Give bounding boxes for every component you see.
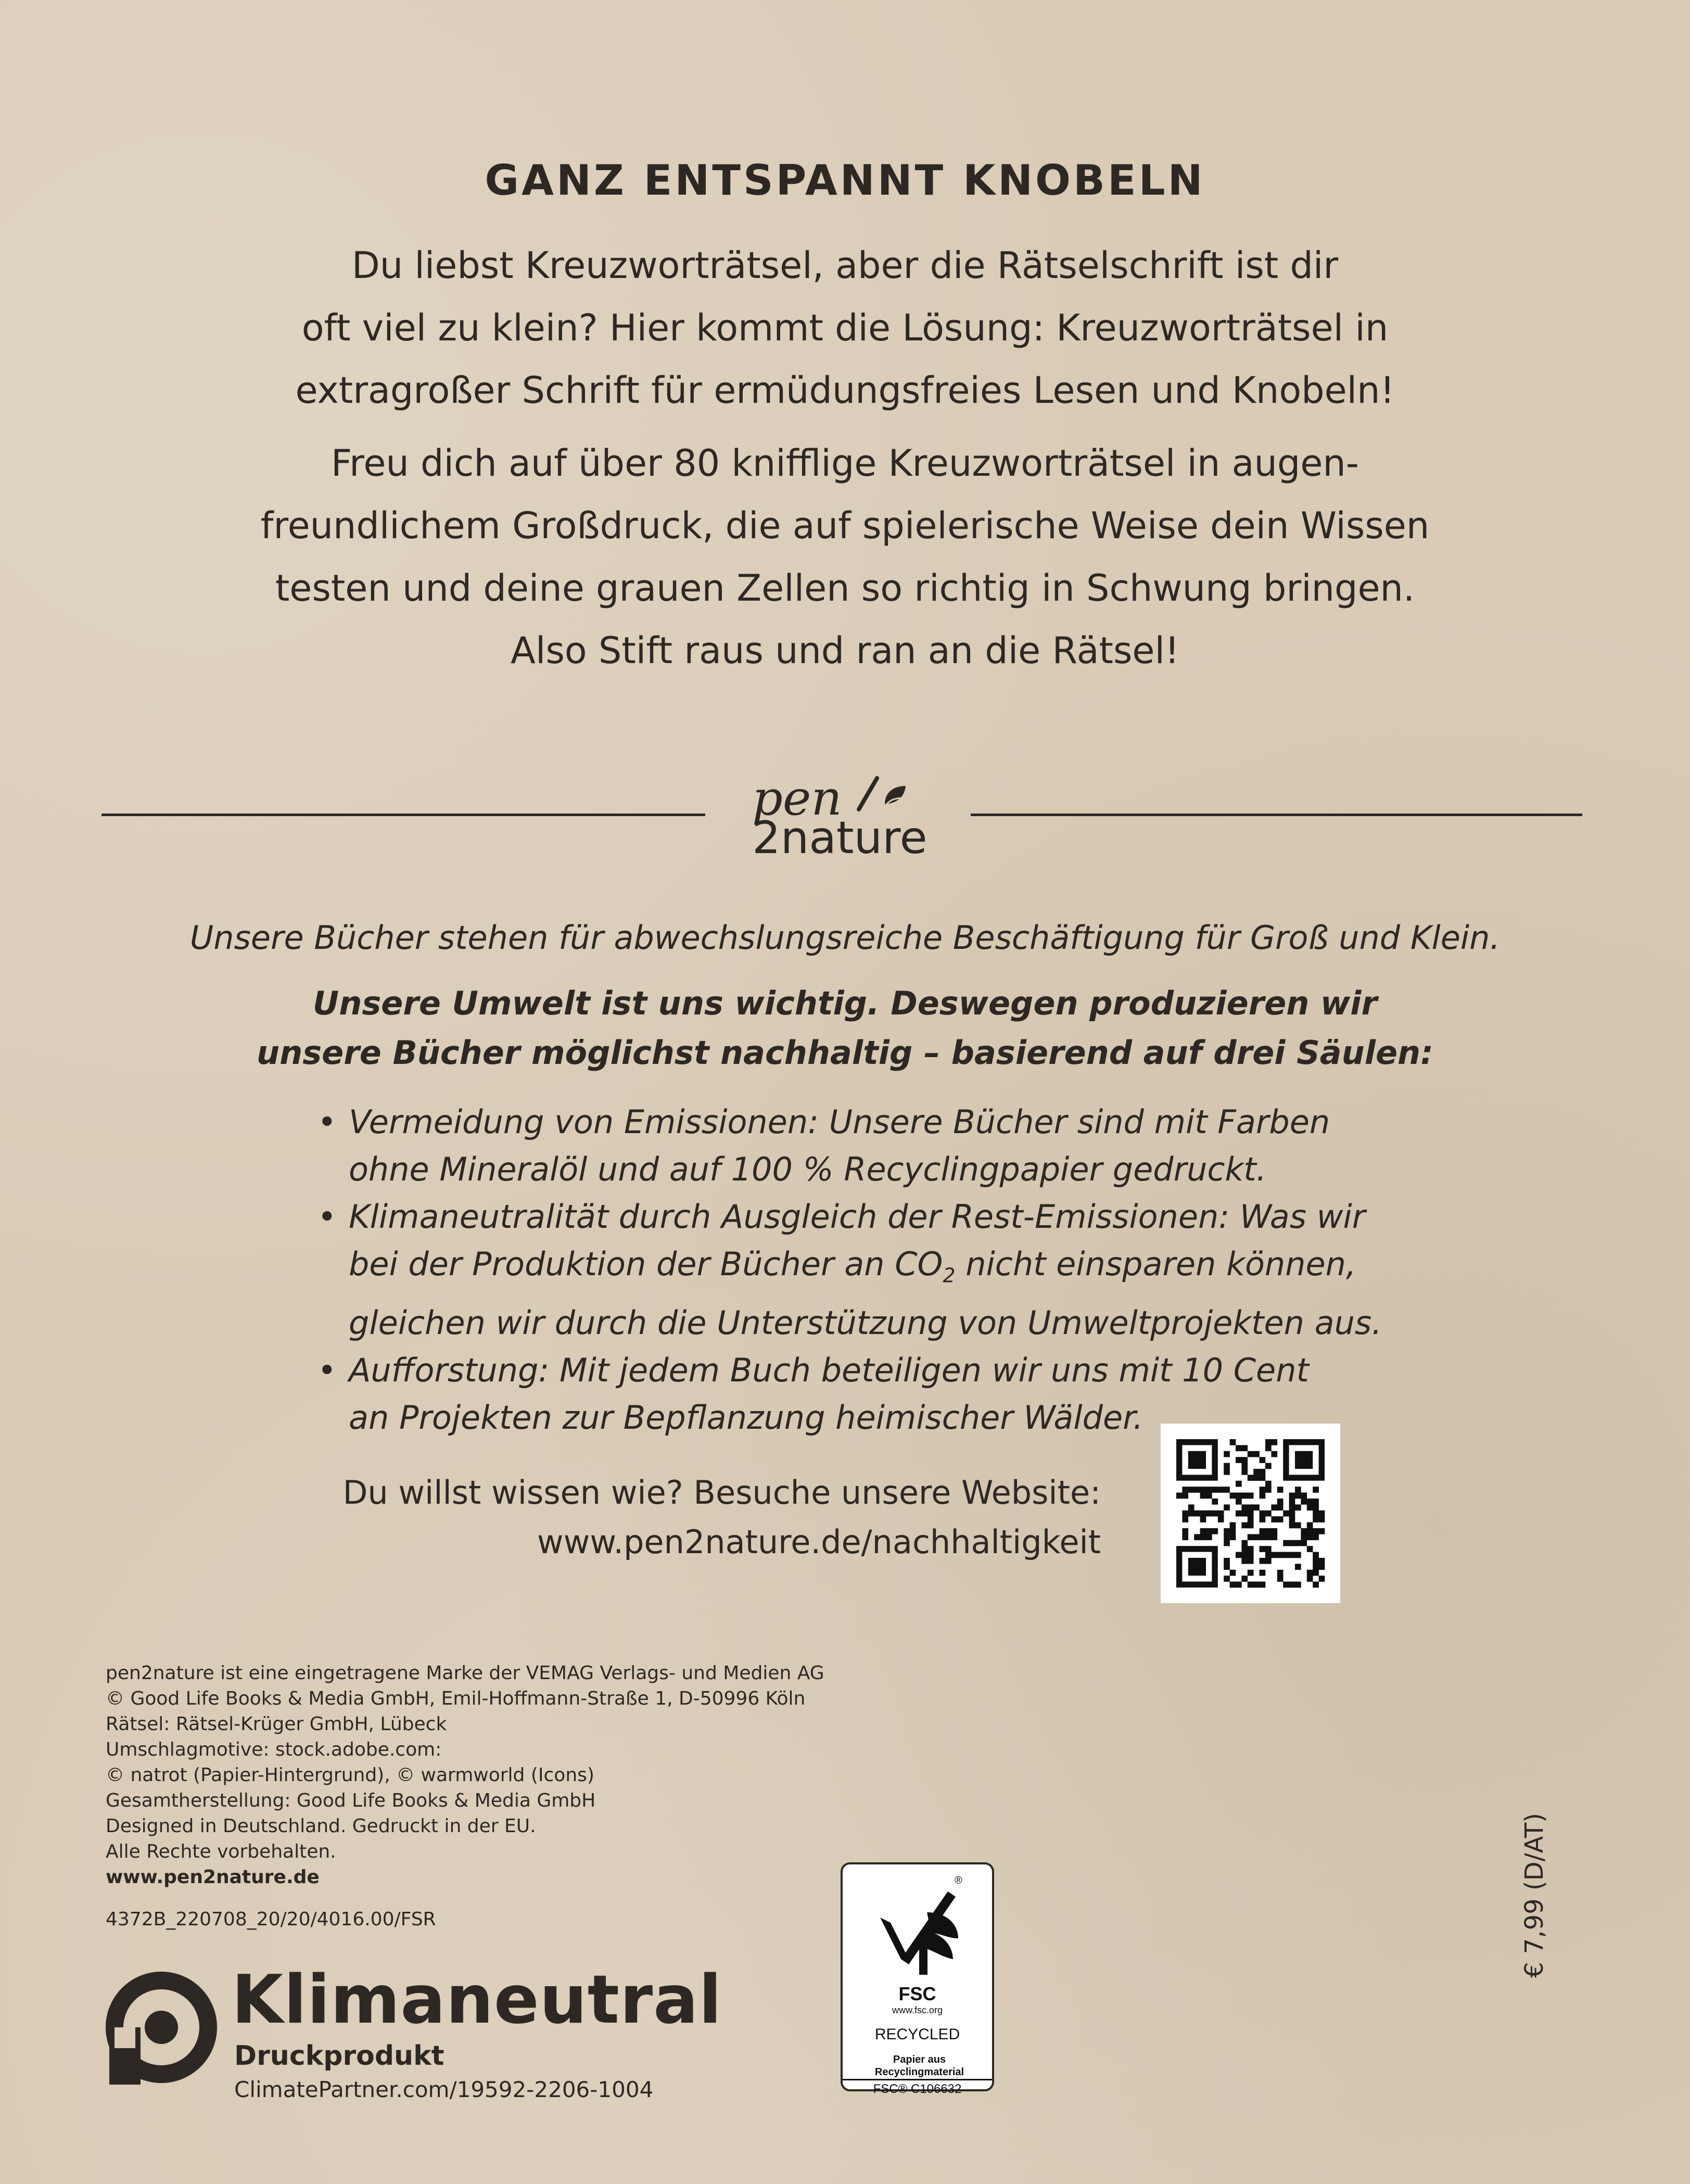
pillar-emissions [317,1098,1384,1193]
imprint-website[interactable]: www.pen2nature.de [106,1866,320,1888]
imprint-line: © Good Life Books & Media GmbH, Emil-Hoffmann-Straße 1, D-50996 Köln [106,1688,806,1709]
imprint-line: Alle Rechte vorbehalten. [106,1841,336,1862]
intro-line: oft viel zu klein? Hier kommt die Lösung: Kreuzworträtsel in [301,307,1389,349]
values-line: Unsere Umwelt ist uns wichtig. Deswegen produzieren wir [312,984,1378,1022]
qr-code[interactable] [1161,1424,1340,1603]
imprint-line: Umschlagmotive: stock.adobe.com: [106,1739,442,1760]
fsc-registered-mark: ® [955,1875,962,1886]
price-label: € 7,99 (D/AT) [1520,1813,1549,1978]
intro-paragraph-2 [0,432,1690,682]
pillar-climate-neutral [317,1193,1384,1347]
fsc-label [841,1862,994,2096]
intro2-line: Also Stift raus und ran an die Rätsel! [511,629,1179,672]
imprint-line: Gesamtherstellung: Good Life Books & Media GmbH [106,1790,596,1811]
climatepartner-icon [104,1970,219,2100]
climatepartner-url[interactable]: ClimatePartner.com/19592-2206-1004 [234,2077,654,2102]
intro2-line: testen und deine grauen Zellen so richtig in Schwung bringen. [275,567,1415,610]
sustainability-intro [0,979,1690,1077]
pen2nature-logo [729,765,963,869]
pillar-text: nicht einsparen können, [955,1245,1356,1283]
climate-neutral-subtitle: Druckprodukt [234,2040,444,2072]
logo-2nature-text: 2nature [752,812,927,864]
cta-url[interactable]: www.pen2nature.de/nachhaltigkeit [537,1523,1101,1561]
fsc-url: www.fsc.org [892,2005,943,2015]
fsc-recycled: RECYCLED [874,2026,960,2043]
imprint-line: Rätsel: Rätsel-Krüger GmbH, Lübeck [106,1713,447,1735]
logo-pen-text: pen [752,770,842,826]
intro-paragraph [0,234,1690,422]
website-cta [260,1468,1101,1567]
sustainability-pillars [317,1098,1384,1441]
pillar-line: • Klimaneutralität durch Ausgleich der Rest-Emissionen: Was wir [349,1198,1366,1236]
fsc-note-line: Papier aus [893,2054,946,2065]
intro-line: Du liebst Kreuzworträtsel, aber die Rätselschrift ist dir [351,244,1339,287]
divider-left [101,814,705,816]
intro2-line: Freu dich auf über 80 knifflige Kreuzworträtsel in augen- [331,442,1359,485]
product-code: 4372B_220708_20/20/4016.00/FSR [106,1909,436,1930]
co2-subscript: 2 [943,1264,956,1287]
pillar-line [349,1240,1384,1299]
pillar-text: bei der Produktion der Bücher an CO [349,1245,943,1283]
intro-line: extragroßer Schrift für ermüdungsfreies Lesen und Knobeln! [295,369,1395,412]
fsc-note-line: Recyclingmaterial [874,2066,964,2078]
pillar-line: • Aufforstung: Mit jedem Buch beteiligen wir uns mit 10 Cent [349,1351,1309,1390]
values-line: unsere Bücher möglichst nachhaltig – basierend auf drei Säulen: [257,1034,1433,1072]
fsc-license-code: FSC® C106632 [873,2082,962,2096]
fsc-note [853,2053,986,2078]
fsc-name: FSC [898,1983,936,2004]
imprint-line: pen2nature ist eine eingetragene Marke der VEMAG Verlags- und Medien AG [106,1662,824,1684]
intro2-line: freundlichem Großdruck, die auf spielerische Weise dein Wissen [260,504,1430,547]
pillar-line: ohne Mineralöl und auf 100 % Recyclingpapier gedruckt. [349,1150,1267,1188]
imprint-line: © natrot (Papier-Hintergrund), © warmworld (Icons) [106,1764,594,1786]
imprint [106,1660,938,1890]
pen-leaf-icon [854,773,921,815]
heading: GANZ ENTSPANNT KNOBELN [485,156,1205,205]
divider-right [971,814,1582,816]
pillar-line: an Projekten zur Bepflanzung heimischer Wälder. [349,1399,1143,1437]
cta-question: Du willst wissen wie? Besuche unsere Website: [342,1474,1101,1512]
brand-statement: Unsere Bücher stehen für abwechslungsreiche Beschäftigung für Groß und Klein. [189,919,1501,957]
fsc-divider [843,2079,992,2080]
imprint-line: Designed in Deutschland. Gedruckt in der EU. [106,1815,536,1837]
fsc-tree-check-icon [870,1881,969,1980]
pillar-line: • Vermeidung von Emissionen: Unsere Bücher sind mit Farben [349,1103,1330,1141]
climate-neutral-title: Klimaneutral [232,1961,722,2039]
pillar-line: gleichen wir durch die Unterstützung von Umweltprojekten aus. [349,1304,1382,1342]
qr-code-graphic [1161,1424,1340,1603]
